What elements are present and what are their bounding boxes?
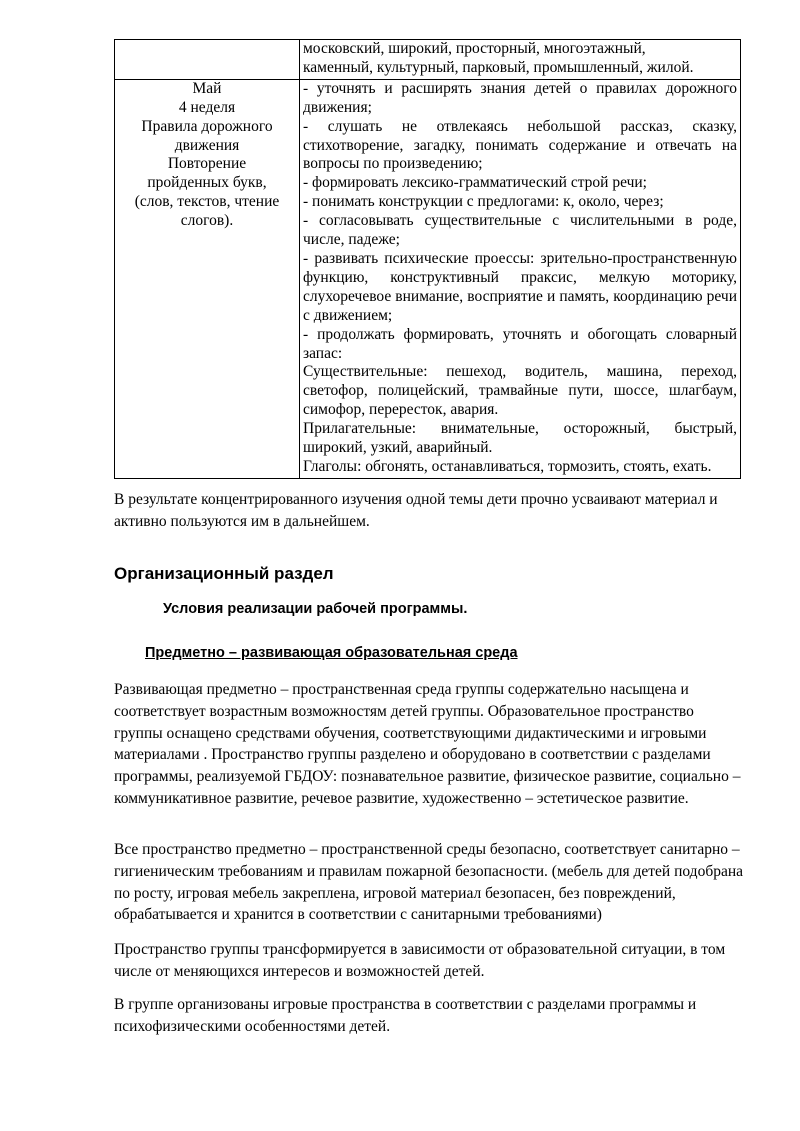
topic-line: слогов). [180,212,234,230]
table-cell-period [115,79,300,478]
goal-item: - понимать конструкции с предлогами: к, около, через; [303,193,664,211]
goal-item: - развивать психические проессы: зрительно-пространственную функцию, конструктивный праксис, мелкую моторику, слухоречевое внимание, восприятие и память, координацию речи с движением; [303,249,737,324]
paragraph: Развивающая предметно – пространственная среда группы содержательно насыщена и соответствует возрастным возможностям детей группы. Образовательное пространство группы оснащено средствами обучения, соответствующими дидактическими и игровыми материалами . Пространство группы разделено и оборудовано в соответствии с разделами программы, реализуемой ГБДОУ: познавательное развитие, физическое развитие, социально – коммуникативное развитие, речевое развитие, художественно – эстетическое развитие. [114,681,741,807]
goal-item: - формировать лексико-грамматический строй речи; [303,174,647,192]
period-week: 4 неделя [178,98,236,116]
topic-line: Повторение [167,155,247,173]
vocabulary-nouns: Существительные: пешеход, водитель, машина, переход, светофор, полицейский, трамвайные пути, шоссе, шлагбаум, симофор, перересток, авария. [303,363,737,419]
paragraph: Пространство группы трансформируется в зависимости от образовательной ситуации, в том числе от меняющихся интересов и возможностей детей. [114,941,726,980]
text-line: московский, широкий, просторный, многоэтажный, [303,40,646,57]
lesson-plan-table [114,39,741,479]
period-month: Май [192,79,222,97]
table-cell-period [115,40,300,80]
goal-item: - слушать не отвлекаясь небольшой рассказ, сказку, стихотворение, загадку, понимать содержание и отвечать на вопросы по произведению; [303,117,737,173]
subsection-title: Условия реализации рабочей программы. [163,601,468,617]
topic-line: пройденных букв, [147,174,267,192]
paragraph: Все пространство предметно – пространственной среды безопасно, соответствует санитарно – гигиеническим требованиям и правилам пожарной безопасности. (мебель для детей подобрана по росту, игровая мебель закреплена, игровой материал безопасен, без повреждений, обрабатывается и хранится в соответствии с санитарными требованиями) [114,841,744,924]
vocabulary-adjectives: Прилагательные: внимательные, осторожный, быстрый, широкий, узкий, аварийный. [303,420,737,457]
topic-line: движения [174,136,240,154]
section-title: Организационный раздел [114,564,334,583]
goal-item: - продолжать формировать, уточнять и обогощать словарный запас: [303,325,737,362]
table-cell-content [300,40,741,80]
table-row [115,79,741,478]
vocabulary-verbs: Глаголы: обгонять, останавливаться, тормозить, стоять, ехать. [303,457,712,475]
table-cell-content [300,79,741,478]
summary-paragraph: В результате концентрированного изучения одной темы дети прочно усваивают материал и активно пользуются им в дальнейшем. [114,491,718,530]
table-row [115,40,741,80]
paragraph: В группе организованы игровые пространства в соответствии с разделами программы и психофизическими особенностями детей. [114,996,697,1035]
topic-line: Правила дорожного [141,117,273,135]
goal-item: - уточнять и расширять знания детей о правилах дорожного движения; [303,79,737,116]
environment-heading: Предметно – развивающая образовательная среда [145,645,518,661]
text-line: каменный, культурный, парковый, промышленный, жилой. [303,58,694,76]
topic-line: (слов, текстов, чтение [134,193,280,211]
goal-item: - согласовывать существительные с числительными в роде, числе, падеже; [303,212,737,249]
